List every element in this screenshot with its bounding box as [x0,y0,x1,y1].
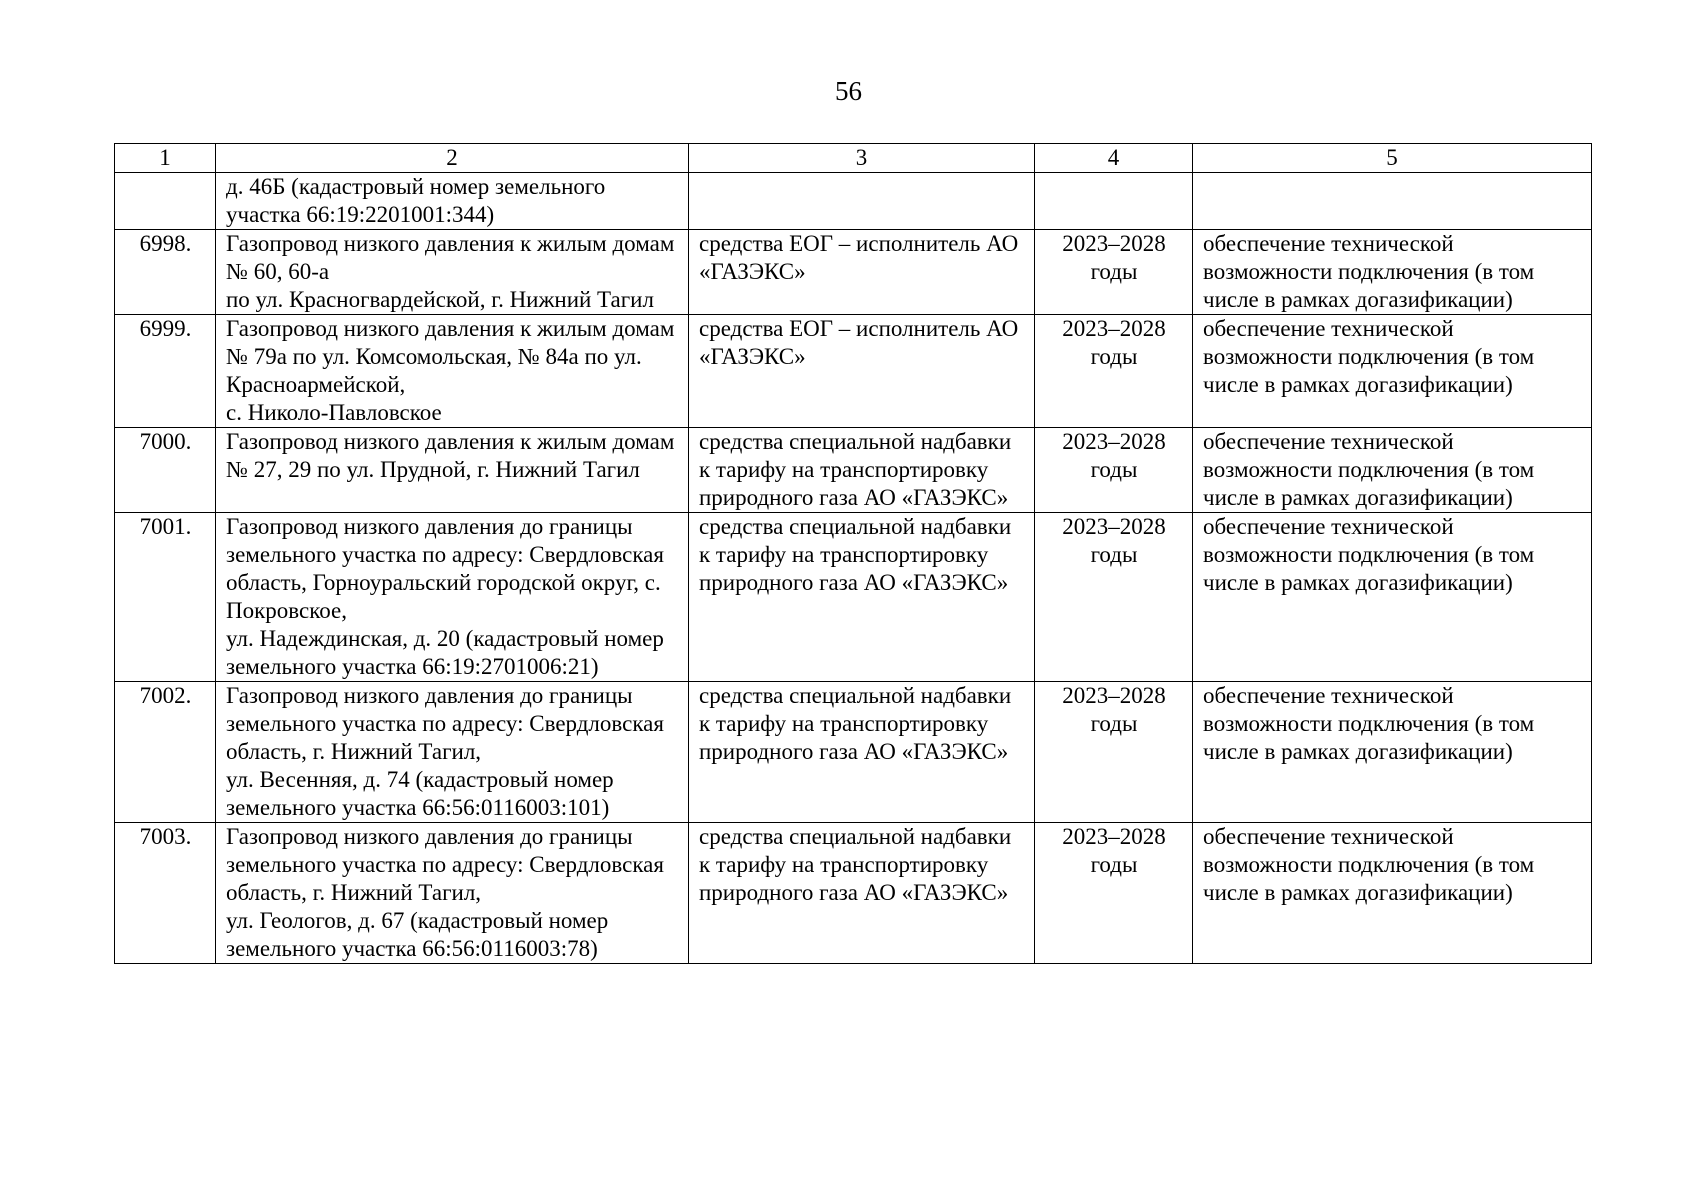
row-number: 7001. [115,513,216,682]
funding-source: средства специальной надбавки к тарифу на транспортировку природного газа АО «ГАЗЭКС» [689,513,1035,682]
purpose: обеспечение технической возможности подключения (в том числе в рамках догазификации) [1193,230,1592,315]
object-name: Газопровод низкого давления к жилым домам № 60, 60-а по ул. Красногвардейской, г. Нижний Тагил [216,230,689,315]
row-number: 7000. [115,428,216,513]
table-row [115,823,1592,964]
funding-source: средства специальной надбавки к тарифу на транспортировку природного газа АО «ГАЗЭКС» [689,428,1035,513]
row-number: 6998. [115,230,216,315]
funding-source: средства специальной надбавки к тарифу на транспортировку природного газа АО «ГАЗЭКС» [689,682,1035,823]
row-number: 7003. [115,823,216,964]
funding-source: средства ЕОГ – исполнитель АО «ГАЗЭКС» [689,315,1035,428]
column-header-5: 5 [1193,144,1592,173]
object-name: Газопровод низкого давления к жилым домам № 79а по ул. Комсомольская, № 84а по ул. Красноармейской, с. Николо-Павловское [216,315,689,428]
period: 2023–2028 годы [1035,682,1193,823]
page-number: 56 [835,76,862,106]
object-name: Газопровод низкого давления до границы земельного участка по адресу: Свердловская область, г. Нижний Тагил, ул. Геологов, д. 67 (кадастровый номер земельного участка 66:56:0116003:78) [216,823,689,964]
row-number: 6999. [115,315,216,428]
column-header-3: 3 [689,144,1035,173]
object-name: д. 46Б (кадастровый номер земельного участка 66:19:2201001:344) [216,173,689,230]
funding-source [689,173,1035,230]
column-header-4: 4 [1035,144,1193,173]
period: 2023–2028 годы [1035,315,1193,428]
purpose [1193,173,1592,230]
header-row [115,144,1592,173]
period: 2023–2028 годы [1035,428,1193,513]
funding-source: средства ЕОГ – исполнитель АО «ГАЗЭКС» [689,230,1035,315]
data-table [114,143,1592,964]
purpose: обеспечение технической возможности подключения (в том числе в рамках догазификации) [1193,513,1592,682]
column-header-1: 1 [115,144,216,173]
row-number: 7002. [115,682,216,823]
period: 2023–2028 годы [1035,823,1193,964]
table-row [115,513,1592,682]
object-name: Газопровод низкого давления до границы земельного участка по адресу: Свердловская область, г. Нижний Тагил, ул. Весенняя, д. 74 (кадастровый номер земельного участка 66:56:0116003:101) [216,682,689,823]
column-header-2: 2 [216,144,689,173]
row-number [115,173,216,230]
period [1035,173,1193,230]
purpose: обеспечение технической возможности подключения (в том числе в рамках догазификации) [1193,428,1592,513]
period: 2023–2028 годы [1035,513,1193,682]
table-row [115,682,1592,823]
purpose: обеспечение технической возможности подключения (в том числе в рамках догазификации) [1193,682,1592,823]
table-row [115,230,1592,315]
object-name: Газопровод низкого давления до границы земельного участка по адресу: Свердловская область, Горноуральский городской округ, с. Покровское, ул. Надеждинская, д. 20 (кадастровый номер земельного участка 66:19:2701006:21) [216,513,689,682]
funding-source: средства специальной надбавки к тарифу на транспортировку природного газа АО «ГАЗЭКС» [689,823,1035,964]
period: 2023–2028 годы [1035,230,1193,315]
purpose: обеспечение технической возможности подключения (в том числе в рамках догазификации) [1193,315,1592,428]
table-row [115,428,1592,513]
table-row [115,173,1592,230]
object-name: Газопровод низкого давления к жилым домам № 27, 29 по ул. Прудной, г. Нижний Тагил [216,428,689,513]
purpose: обеспечение технической возможности подключения (в том числе в рамках догазификации) [1193,823,1592,964]
table-row [115,315,1592,428]
